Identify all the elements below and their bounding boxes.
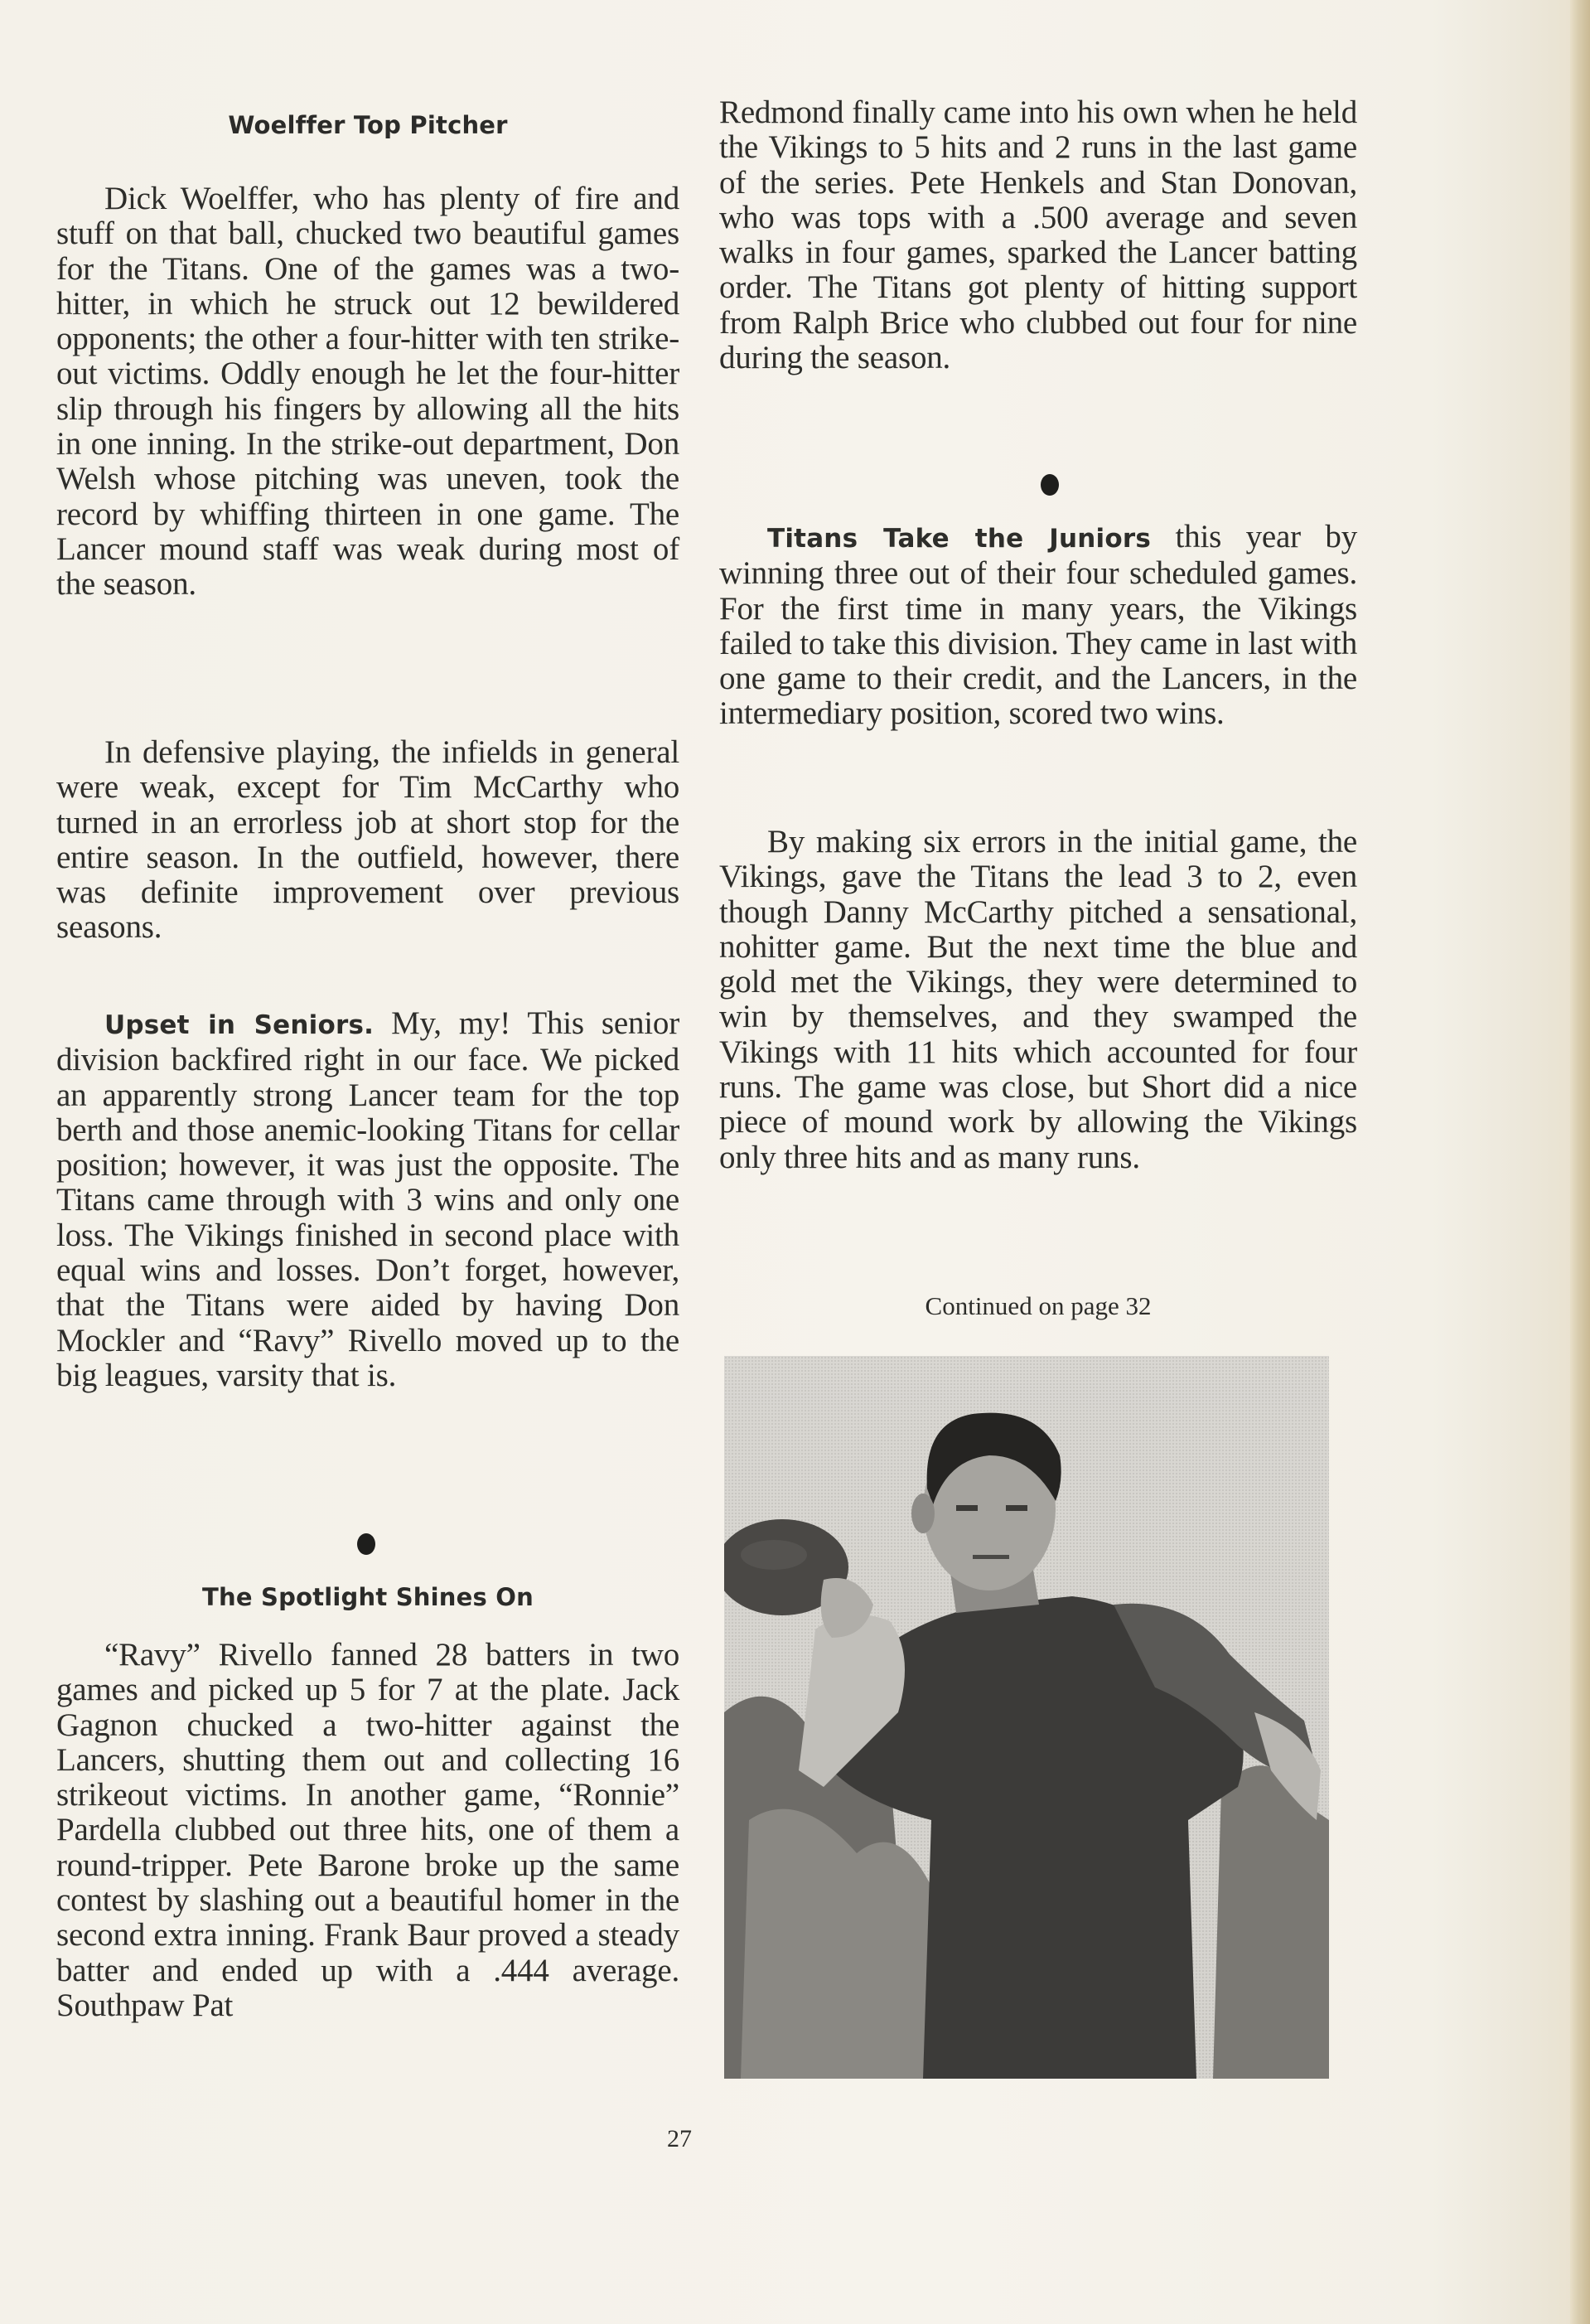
section-divider-bullet bbox=[357, 1533, 375, 1555]
football-player-photo bbox=[724, 1356, 1329, 2079]
paragraph-upset-in-seniors bbox=[56, 1006, 679, 1393]
page-number: 27 bbox=[667, 2125, 692, 2152]
section-heading-woelffer: Woelffer Top Pitcher bbox=[228, 111, 508, 139]
paragraph-spotlight: “Ravy” Rivello fanned 28 batters in two games and picked up 5 for 7 at the plate. Jack Gagnon chucked a two-hitter against the Lancers, shutting them out and collecting 16 strikeout victims. In another game, “Ronnie” Pardella clubbed out three hits, one of them a round-tripper. Pete Barone broke up the same contest by slashing out a beautiful homer in the second extra inning. Frank Baur proved a steady batter and ended up with a .444 average. Southpaw Pat bbox=[56, 1637, 679, 2023]
paragraph-titans-juniors bbox=[719, 520, 1357, 732]
section-divider-bullet bbox=[1041, 474, 1059, 496]
paragraph-redmond-continued: Redmond finally came into his own when he held the Vikings to 5 hits and 2 runs in the last game of the series. Pete Henkels and Stan Donovan, who was tops with a .500 average and seven walks in four games, sparked the Lancer batting order. The Titans got plenty of hitting support from Ralph Brice who clubbed out four for nine during the season. bbox=[719, 94, 1357, 376]
page-binding-edge bbox=[1570, 0, 1590, 2324]
runin-heading-titans-juniors: Titans Take the Juniors bbox=[767, 524, 1152, 554]
paragraph-woelffer: Dick Woelffer, who has plenty of fire and stuff on that ball, chucked two beautiful games for the Titans. One of the games was a two-hitter, in which he struck out 12 bewildered opponents; the other a four-hitter with ten strike-out victims. Oddly enough he let the four-hitter slip through his fingers by allowing all the hits in one inning. In the strike-out department, Don Welsh whose pitching was uneven, took the record by whiffing thirteen in one game. The Lancer mound staff was weak during most of the season. bbox=[56, 181, 679, 603]
paragraph-upset-text: My, my! This senior division backfired right in our face. We picked an apparently strong Lancer team for the top berth and those anemic-looking Titans for cellar position; however, it was just the opposite. The Titans came through with 3 wins and only one loss. The Vikings finished in second place with equal wins and losses. Don’t forget, however, that the Titans were aided by having Don Mockler and “Ravy” Rivello moved up to the big leagues, varsity that is. bbox=[56, 1005, 679, 1393]
photo-illustration bbox=[724, 1356, 1329, 2079]
paragraph-juniors-text: this year by winning three out of their four scheduled games. For the first time in many years, the Vikings failed to take this division. They came in last with one game to their credit, and the Lancers, in the intermediary position, scored two wins. bbox=[719, 519, 1357, 732]
runin-heading-upset-in-seniors: Upset in Seniors. bbox=[104, 1010, 375, 1040]
section-heading-spotlight: The Spotlight Shines On bbox=[202, 1583, 534, 1611]
paragraph-six-errors: By making six errors in the initial game, the Vikings, gave the Titans the lead 3 to 2, even though Danny McCarthy pitched a sensational, nohitter game. But the next time the blue and gold met the Vikings, they were determined to win by themselves, and they swamped the Vikings with 11 hits which accounted for four runs. The game was close, but Short did a nice piece of mound work by allowing the Vikings only three hits and as many runs. bbox=[719, 824, 1357, 1175]
paragraph-defensive-playing: In defensive playing, the infields in general were weak, except for Tim McCarthy who turned in an errorless job at short stop for the entire season. In the outfield, however, there was definite improvement over previous seasons. bbox=[56, 734, 679, 946]
continued-on-page-note: Continued on page 32 bbox=[925, 1291, 1152, 1320]
